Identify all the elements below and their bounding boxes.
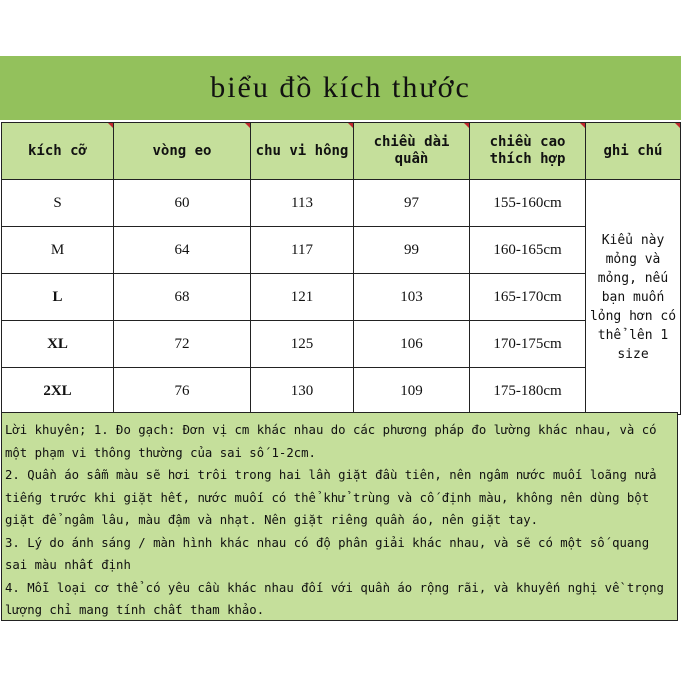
header-size: kích cỡ	[2, 123, 114, 180]
cell-waist: 76	[114, 368, 251, 415]
cell-length: 103	[354, 274, 470, 321]
corner-marker-icon	[675, 123, 680, 128]
cell-length: 106	[354, 321, 470, 368]
corner-marker-icon	[348, 123, 353, 128]
table-row	[2, 180, 681, 227]
table-row	[2, 321, 681, 368]
advice-item: 4. Mỗi loại cơ thể có yêu cầu khác nhau đối với quần áo rộng rãi, và khuyến nghị về trọng lượng chỉ mang tính chất tham khảo.	[5, 580, 664, 617]
cell-waist: 72	[114, 321, 251, 368]
cell-height: 160-165cm	[470, 227, 586, 274]
cell-hip: 113	[251, 180, 354, 227]
cell-size: 2XL	[2, 368, 114, 415]
table-row	[2, 274, 681, 321]
cell-waist: 68	[114, 274, 251, 321]
advice-item: 2. Quần áo sẫm màu sẽ hơi trôi trong hai lần giặt đầu tiên, nên ngâm nước muối loãng nửa tiếng trước khi giặt hết, nước muối có thể khử trùng và cố định màu, không nên dùng bột giặt để ngâm lâu, màu đậm và nhạt. Nên giặt riêng quần áo, nên giặt tay.	[5, 468, 657, 527]
cell-hip: 121	[251, 274, 354, 321]
cell-height: 175-180cm	[470, 368, 586, 415]
cell-size: L	[2, 274, 114, 321]
cell-size: XL	[2, 321, 114, 368]
cell-hip: 125	[251, 321, 354, 368]
cell-waist: 60	[114, 180, 251, 227]
cell-size: S	[2, 180, 114, 227]
cell-length: 109	[354, 368, 470, 415]
cell-waist: 64	[114, 227, 251, 274]
corner-marker-icon	[580, 123, 585, 128]
header-note: ghi chú	[586, 123, 681, 180]
advice-item: 3. Lý do ánh sáng / màn hình khác nhau có độ phân giải khác nhau, và sẽ có một số quang sai màu nhất định	[5, 535, 650, 572]
title-bar	[0, 56, 681, 120]
corner-marker-icon	[464, 123, 469, 128]
cell-hip: 130	[251, 368, 354, 415]
cell-height: 165-170cm	[470, 274, 586, 321]
cell-note: Kiểu này mỏng và mỏng, nếu bạn muốn lỏng hơn có thể lên 1 size	[586, 180, 681, 415]
header-length: chiều dài quần	[354, 123, 470, 180]
cell-hip: 117	[251, 227, 354, 274]
table-row	[2, 227, 681, 274]
cell-height: 155-160cm	[470, 180, 586, 227]
corner-marker-icon	[245, 123, 250, 128]
table-row	[2, 368, 681, 415]
corner-marker-icon	[108, 123, 113, 128]
size-chart-table	[1, 122, 681, 415]
header-height: chiều cao thích hợp	[470, 123, 586, 180]
header-hip: chu vi hông	[251, 123, 354, 180]
cell-length: 99	[354, 227, 470, 274]
page-title: biểu đồ kích thước	[210, 71, 471, 104]
cell-height: 170-175cm	[470, 321, 586, 368]
advice-item: Lời khuyên; 1. Đo gạch: Đơn vị cm khác nhau do các phương pháp đo lường khác nhau, và có một phạm vi thông thường của sai số 1-2cm.	[5, 423, 657, 460]
header-row	[2, 123, 681, 180]
header-waist: vòng eo	[114, 123, 251, 180]
advice-panel	[1, 412, 678, 621]
cell-size: M	[2, 227, 114, 274]
cell-length: 97	[354, 180, 470, 227]
